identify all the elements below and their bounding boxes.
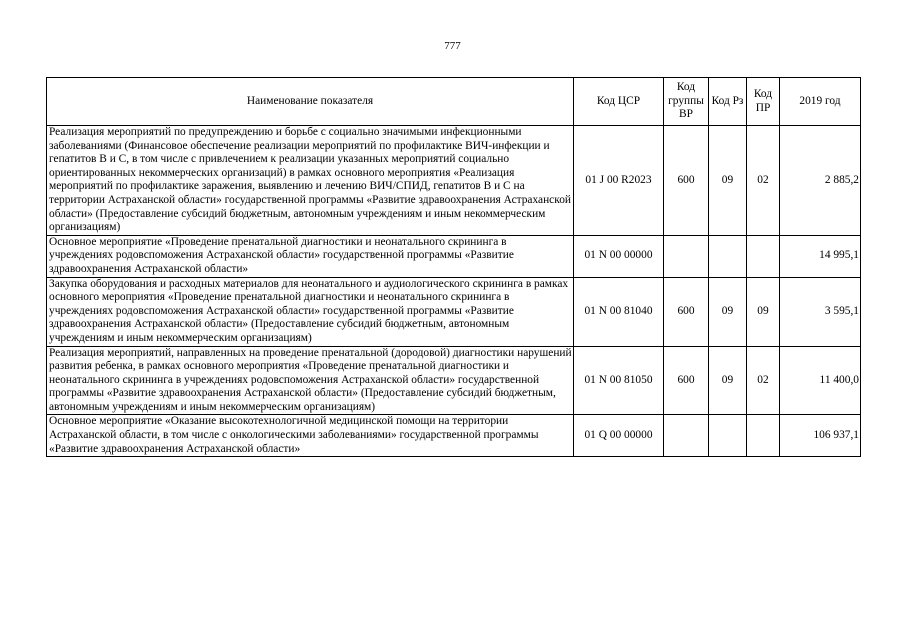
- header-rz-code: Код Рз: [709, 78, 747, 126]
- table-row: [47, 277, 861, 346]
- row-name: Реализация мероприятий, направленных на проведение пренатальной (дородовой) диагностики нарушений развития ребенка, в рамках основного мероприятия «Проведение пренатальной диагностики и неонатального скрининга в учреждениях родовспоможения Астраханской области» государственной программы «Развитие здравоохранения Астраханской области» (Предоставление субсидий бюджетным, автономным учреждениям и иным некоммерческим организациям): [47, 346, 574, 415]
- row-pr-code: 02: [747, 346, 780, 415]
- row-amount: 2 885,2: [780, 126, 861, 236]
- row-rz-code: 09: [709, 277, 747, 346]
- row-pr-code: 09: [747, 277, 780, 346]
- table-row: [47, 346, 861, 415]
- row-name: Основное мероприятие «Проведение пренатальной диагностики и неонатального скрининга в учреждениях родовспоможения Астраханской области» государственной программы «Развитие здравоохранения Астраханской области»: [47, 235, 574, 277]
- table-row: [47, 235, 861, 277]
- row-vr-code: [664, 235, 709, 277]
- page-number: 777: [444, 40, 461, 52]
- table-row: [47, 415, 861, 457]
- row-vr-code: [664, 415, 709, 457]
- row-pr-code: [747, 235, 780, 277]
- header-pr-code: Код ПР: [747, 78, 780, 126]
- row-name: Закупка оборудования и расходных материалов для неонатального и аудиологического скрининга в рамках основного мероприятия «Проведение пренатальной диагностики и неонатального скрининга в учреждениях родовспоможения Астраханской области» государственной программы «Развитие здравоохранения Астраханской области» (Предоставление субсидий бюджетным, автономным учреждениям и иным некоммерческим организациям): [47, 277, 574, 346]
- budget-table: [46, 77, 861, 457]
- row-pr-code: [747, 415, 780, 457]
- header-vr-code: Код группы ВР: [664, 78, 709, 126]
- row-rz-code: 09: [709, 346, 747, 415]
- table-header-row: [47, 78, 861, 126]
- row-amount: 11 400,0: [780, 346, 861, 415]
- row-csr-code: 01 N 00 81050: [574, 346, 664, 415]
- row-name: Основное мероприятие «Оказание высокотехнологичной медицинской помощи на территории Астраханской области, в том числе с онкологическими заболеваниями» государственной программы «Развитие здравоохранения Астраханской области»: [47, 415, 574, 457]
- row-rz-code: [709, 235, 747, 277]
- row-rz-code: 09: [709, 126, 747, 236]
- row-vr-code: 600: [664, 277, 709, 346]
- row-csr-code: 01 N 00 00000: [574, 235, 664, 277]
- row-csr-code: 01 Q 00 00000: [574, 415, 664, 457]
- row-csr-code: 01 N 00 81040: [574, 277, 664, 346]
- row-csr-code: 01 J 00 R2023: [574, 126, 664, 236]
- table-row: [47, 126, 861, 236]
- header-name: Наименование показателя: [47, 78, 574, 126]
- row-vr-code: 600: [664, 346, 709, 415]
- row-name: Реализация мероприятий по предупреждению и борьбе с социально значимыми инфекционными заболеваниями (Финансовое обеспечение реализации мероприятий по профилактике ВИЧ-инфекции и гепатитов В и С, в том числе с привлечением к реализации указанных мероприятий социально ориентированных некоммерческих организаций) в рамках основного мероприятия «Реализация мероприятий по профилактике заражения, выявлению и лечению ВИЧ/СПИД, гепатитов В и С на территории Астраханской области» государственной программы «Развитие здравоохранения Астраханской области» (Предоставление субсидий бюджетным, автономным учреждениям и иным некоммерческим организациям): [47, 126, 574, 236]
- row-rz-code: [709, 415, 747, 457]
- header-csr-code: Код ЦСР: [574, 78, 664, 126]
- header-amount-2019: 2019 год: [780, 78, 861, 126]
- row-amount: 106 937,1: [780, 415, 861, 457]
- row-pr-code: 02: [747, 126, 780, 236]
- row-vr-code: 600: [664, 126, 709, 236]
- row-amount: 3 595,1: [780, 277, 861, 346]
- row-amount: 14 995,1: [780, 235, 861, 277]
